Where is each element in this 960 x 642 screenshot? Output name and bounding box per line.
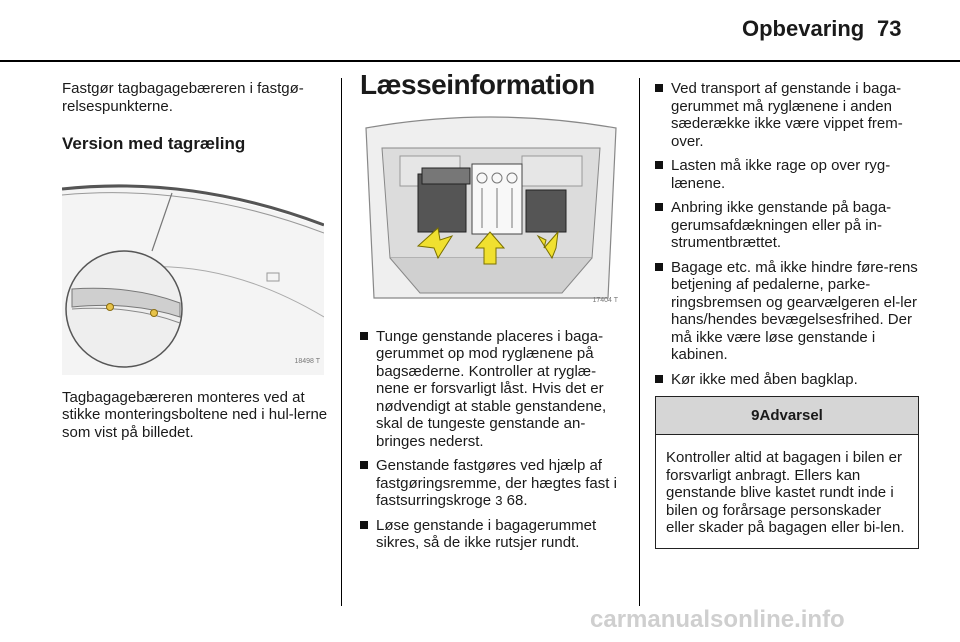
- watermark: carmanualsonline.info: [590, 606, 845, 633]
- column-2: [360, 69, 628, 559]
- cross-reference-icon: 3: [495, 493, 503, 508]
- list-item: Kør ikke med åben bagklap.: [655, 371, 923, 389]
- cargo-figure: [360, 108, 622, 314]
- column-1: [62, 80, 330, 451]
- page-number: 73: [877, 16, 902, 41]
- bullet-icon: [655, 375, 663, 383]
- cross-reference-page[interactable]: 68.: [506, 492, 528, 509]
- list-item: Tunge genstande placeres i baga-gerummet op mod ryglænene på bagsæderne. Kontroller at ryglæ-nene er forsvarligt låst. Hvis det er nødvendigt at stable genstandene, skal de tungeste genstande an-bringes nederst.: [360, 328, 628, 451]
- list-item: Bagage etc. må ikke hindre føre-rens betjening af pedalerne, parke-ringsbremsen og gearvælgeren el-ler hans/hendes bevægelsesfrihed. Der må ikke være løse genstande i kabinen.: [655, 259, 923, 364]
- list-item: Anbring ikke genstande på baga-gerumsafdækningen eller på in-strumentbrættet.: [655, 199, 923, 252]
- section-heading: Læsseinformation: [360, 69, 595, 100]
- loading-rules-list: [655, 80, 923, 388]
- loading-list: [360, 328, 628, 552]
- list-item: Ved transport af genstande i baga-gerummet må ryglænene i anden sæderække ikke være vippet frem-over.: [655, 80, 923, 150]
- warning-header: [656, 397, 918, 435]
- column-3: [655, 80, 923, 549]
- warning-box: [655, 396, 919, 549]
- bullet-icon: [360, 332, 368, 340]
- cargo-illustration: [360, 108, 622, 314]
- bullet-icon: [655, 161, 663, 169]
- section-heading: Version med tagræling: [62, 134, 246, 153]
- bullet-icon: [655, 84, 663, 92]
- roof-rail-illustration: [62, 167, 324, 375]
- figure-caption: Tagbagagebæreren monteres ved at stikke monteringsboltene ned i hul-lerne som vist på billedet.: [62, 388, 328, 441]
- figure-number: 18498 T: [294, 358, 320, 365]
- column-divider: [341, 78, 342, 606]
- list-item: Lasten må ikke rage op over ryg-lænene.: [655, 157, 923, 192]
- roof-rail-figure: [62, 167, 324, 375]
- warning-icon: 9: [751, 407, 760, 424]
- list-item: Genstande fastgøres ved hjælp af fastgøringsremme, der hægtes fast i fastsurringskroge 3 68.: [360, 457, 628, 510]
- header-divider: [0, 60, 960, 62]
- intro-text: Fastgør tagbagagebæreren i fastgø-relsespunkterne.: [62, 80, 304, 115]
- bullet-icon: [360, 461, 368, 469]
- warning-text: Kontroller altid at bagagen i bilen er forsvarligt anbragt. Ellers kan genstande blive kastet rundt inde i bilen og forårsage personskader eller skader på bagagen eller bi-len.: [666, 449, 905, 536]
- bullet-icon: [655, 263, 663, 271]
- list-item: Løse genstande i bagagerummet sikres, så de ikke rutsjer rundt.: [360, 517, 628, 552]
- page-title: Opbevaring: [742, 16, 865, 41]
- warning-title: Advarsel: [759, 407, 823, 424]
- bullet-icon: [655, 203, 663, 211]
- figure-number: 17404 T: [592, 297, 618, 304]
- column-divider: [639, 78, 640, 606]
- bullet-icon: [360, 521, 368, 529]
